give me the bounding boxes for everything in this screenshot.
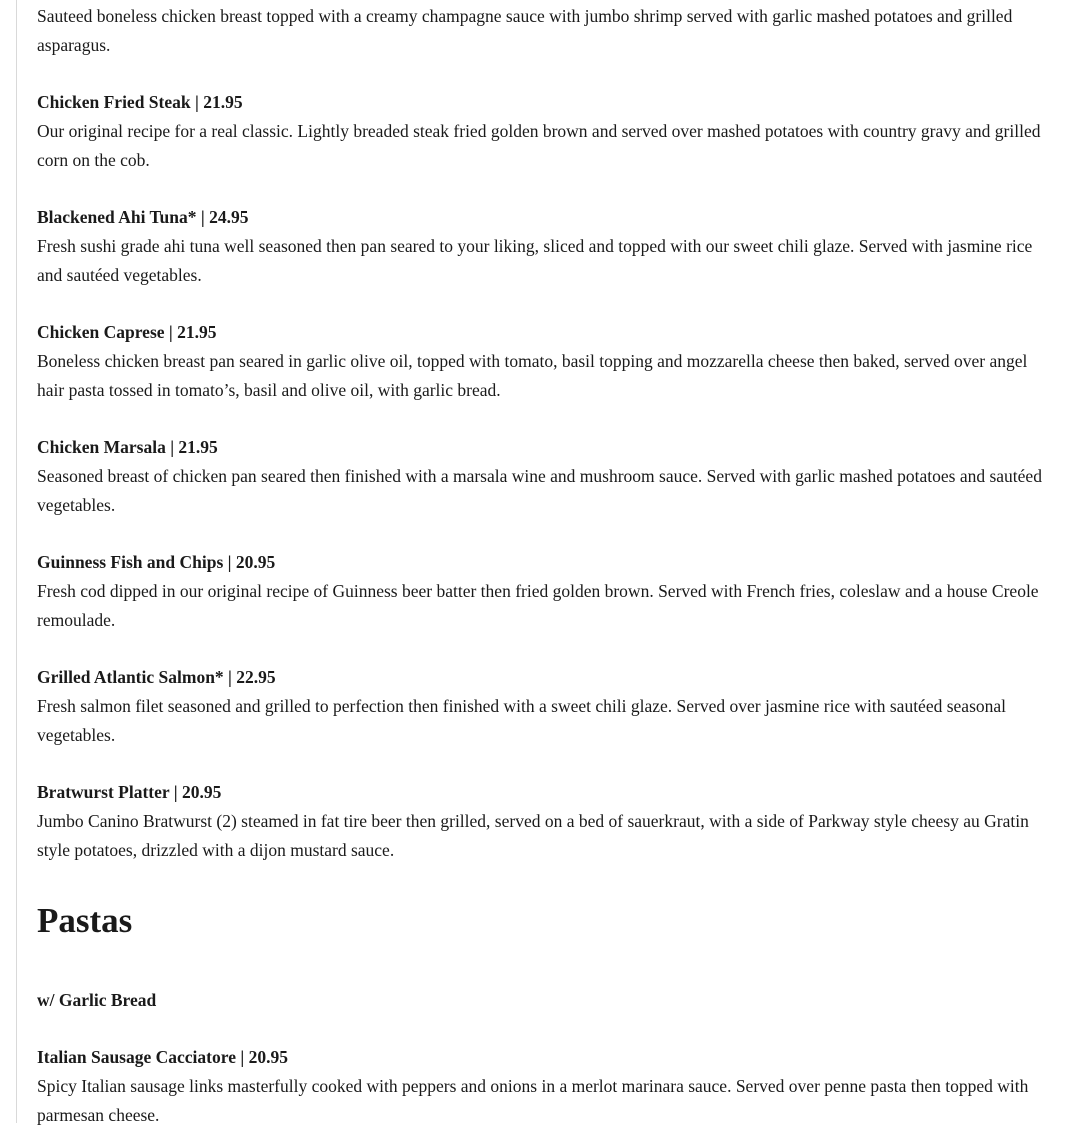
menu-item [37,778,1049,865]
menu-item-description: Our original recipe for a real classic. Lightly breaded steak fried golden brown and served over mashed potatoes with country gravy and grilled corn on the cob. [37,121,1041,170]
section-note: w/ Garlic Bread [37,990,157,1010]
menu-item-description: Seasoned breast of chicken pan seared then finished with a marsala wine and mushroom sauce. Served with garlic mashed potatoes and sautéed vegetables. [37,466,1042,515]
menu-item [37,88,1049,175]
menu-item [37,663,1049,750]
menu-item-title: Italian Sausage Cacciatore | 20.95 [37,1047,288,1067]
menu-item-title: Chicken Marsala | 21.95 [37,437,218,457]
menu-item-description: Fresh cod dipped in our original recipe of Guinness beer batter then fried golden brown. Served with French fries, coleslaw and a house Creole remoulade. [37,581,1039,630]
menu-item [37,1043,1049,1130]
menu-item-title: Chicken Fried Steak | 21.95 [37,92,243,112]
menu-item [37,433,1049,520]
menu-item-title: Chicken Caprese | 21.95 [37,322,217,342]
menu-item [37,318,1049,405]
menu-item [37,203,1049,290]
menu-item-description: Jumbo Canino Bratwurst (2) steamed in fat tire beer then grilled, served on a bed of sauerkraut, with a side of Parkway style cheesy au Gratin style potatoes, drizzled with a dijon mustard sauce. [37,811,1029,860]
menu-item-description: Fresh sushi grade ahi tuna well seasoned then pan seared to your liking, sliced and topped with our sweet chili glaze. Served with jasmine rice and sautéed vegetables. [37,236,1033,285]
section-heading-pastas: Pastas [37,901,133,940]
menu-item-title: Guinness Fish and Chips | 20.95 [37,552,276,572]
menu-item-description: Fresh salmon filet seasoned and grilled to perfection then finished with a sweet chili glaze. Served over jasmine rice with sautéed seasonal vegetables. [37,696,1007,745]
menu-item-description: Boneless chicken breast pan seared in garlic olive oil, topped with tomato, basil topping and mozzarella cheese then baked, served over angel hair pasta tossed in tomato’s, basil and olive oil, with garlic bread. [37,351,1028,400]
intro-description: Sauteed boneless chicken breast topped with a creamy champagne sauce with jumbo shrimp served with garlic mashed potatoes and grilled asparagus. [37,6,1013,55]
menu-item-title: Blackened Ahi Tuna* | 24.95 [37,207,249,227]
menu-item-title: Bratwurst Platter | 20.95 [37,782,222,802]
menu-page [16,0,1070,1123]
menu-content [37,2,1049,1130]
menu-item-description: Spicy Italian sausage links masterfully cooked with peppers and onions in a merlot marinara sauce. Served over penne pasta then topped with parmesan cheese. [37,1076,1029,1125]
menu-item-title: Grilled Atlantic Salmon* | 22.95 [37,667,276,687]
menu-item [37,548,1049,635]
